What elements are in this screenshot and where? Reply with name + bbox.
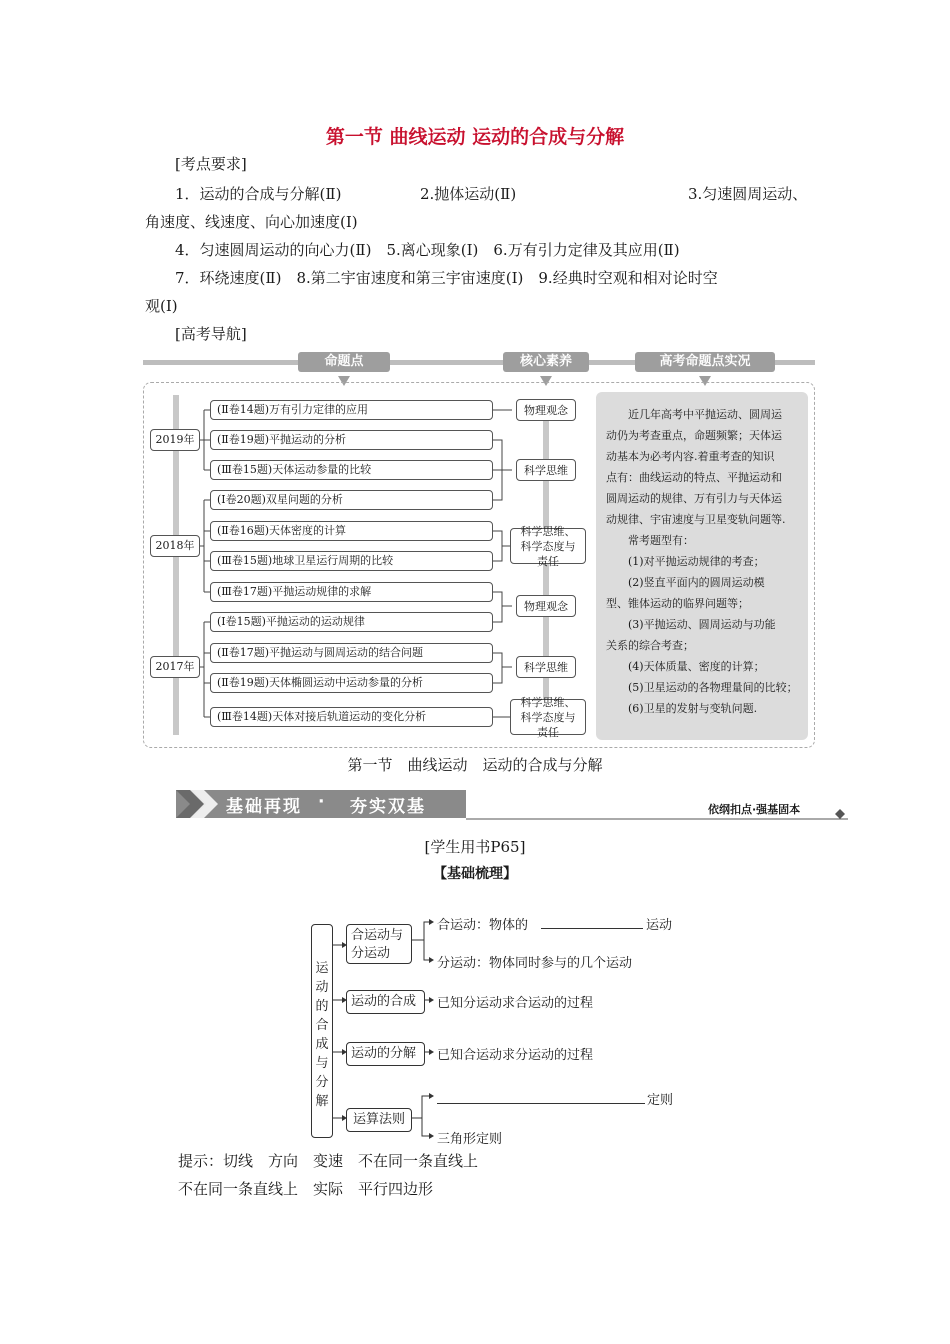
kaodian-line1b: 2.抛体运动(Ⅱ) [420,185,517,203]
kaodian-heading: [考点要求] [175,155,247,173]
leaf-fen: 分运动：物体同时参与的几个运动 [437,956,633,971]
panel-line: 常考题型有： [628,534,694,547]
kaodian-line3: 4．匀速圆周运动的向心力(Ⅱ) 5.离心现象(Ⅰ) 6.万有引力定律及其应用(Ⅱ) [175,241,680,259]
year-2017: 2017年 [150,656,200,678]
student-book-ref: [学生用书P65] [424,838,526,856]
item-row: (Ⅱ卷19题)天体椭圆运动中运动参量的分析 [210,673,493,693]
leaf-fenjie: 已知合运动求分运动的过程 [437,1048,594,1063]
kaodian-line4: 7．环绕速度(Ⅱ) 8.第二宇宙速度和第三宇宙速度(Ⅰ) 9.经典时空观和相对论时空 [175,269,718,287]
jichu-heading: 【基础梳理】 [433,866,517,882]
gaokao-heading: [高考导航] [175,325,247,343]
item-row: (Ⅱ卷14题)万有引力定律的应用 [210,400,493,420]
core-tag: 科学思维 [516,656,576,678]
mindmap-root: 运动的合成与分解 [311,924,333,1138]
col-header-mingtidian: 命题点 [298,352,390,372]
hint-line-2: 不在同一条直线上 实际 平行四边形 [178,1180,434,1198]
item-row: (Ⅰ卷15题)平抛运动的运动规律 [210,612,493,632]
mindmap-node: 运动的合成 [346,990,425,1014]
kaodian-line5: 观(Ⅰ) [145,297,178,315]
panel-line: 圆周运动的规律、万有引力与天体运 [606,492,782,505]
core-tag: 物理观念 [516,595,576,617]
leaf-dingze: 定则 [647,1093,674,1108]
hint-line-1: 提示：切线 方向 变速 不在同一条直线上 [178,1152,479,1170]
panel-line: 动仍为考查重点，命题频繁；天体运 [606,429,782,442]
kaodian-line1c: 3.匀速圆周运动、 [688,185,808,203]
core-tag: 科学思维、科学态度与责任 [510,528,586,564]
item-row: (Ⅱ卷16题)天体密度的计算 [210,521,493,541]
mindmap-node: 运算法则 [346,1108,412,1132]
item-row: (Ⅱ卷19题)平抛运动的分析 [210,430,493,450]
leaf-sanjiao: 三角形定则 [437,1132,503,1147]
panel-line: (4)天体质量、密度的计算； [628,660,765,673]
mindmap-lines [0,900,950,1150]
panel-line: (2)竖直平面内的圆周运动模 [628,576,765,589]
item-row: (Ⅲ卷15题)天体运动参量的比较 [210,460,493,480]
core-tag: 科学思维 [516,459,576,481]
panel-line: (1)对平抛运动规律的考查； [628,555,765,568]
panel-line: 点有：曲线运动的特点、平抛运动和 [606,471,782,484]
core-tag: 科学思维、科学态度与责任 [510,699,586,735]
mindmap-node: 运动的分解 [346,1042,425,1066]
panel-line: (3)平抛运动、圆周运动与功能 [628,618,776,631]
leaf-hecheng: 已知分运动求合运动的过程 [437,996,594,1011]
col-header-shikuang: 高考命题点实况 [635,352,775,372]
diamond-icon [835,809,845,819]
shikuang-panel [596,392,808,740]
panel-line: 型、锥体运动的临界问题等； [606,597,749,610]
kaodian-line1a: 1．运动的合成与分解(Ⅱ) [175,185,342,203]
core-tag: 物理观念 [516,399,576,421]
leaf-he-b: 运动 [646,918,673,933]
col-header-hexin: 核心素养 [503,352,589,372]
year-2019: 2019年 [150,429,200,451]
item-row: (Ⅲ卷15题)地球卫星运行周期的比较 [210,551,493,571]
item-row: (Ⅲ卷14题)天体对接后轨道运动的变化分析 [210,707,493,727]
panel-line: 关系的综合考查； [606,639,694,652]
item-row: (Ⅲ卷17题)平抛运动规律的求解 [210,582,493,602]
kaodian-line2: 角速度、线速度、向心加速度(Ⅰ) [145,213,358,231]
blank-line [541,928,643,929]
banner-right: 依纲扣点·强基固本 [708,803,801,816]
item-row: (Ⅰ卷20题)双星问题的分析 [210,490,493,510]
banner-left-b: 夯实双基 [350,797,426,817]
mindmap-node: 合运动与分运动 [346,924,412,964]
leaf-he-a: 合运动：物体的 [437,918,529,933]
banner-left-a: 基础再现 [226,797,302,817]
blank-line [437,1103,645,1104]
section-title: 第一节 曲线运动 运动的合成与分解 [347,756,603,774]
item-row: (Ⅱ卷17题)平抛运动与圆周运动的结合问题 [210,643,493,663]
panel-line: (5)卫星运动的各物理量间的比较； [628,681,798,694]
panel-line: 动规律、宇宙速度与卫星变轨问题等. [606,513,786,526]
banner-dot: · [318,792,325,812]
panel-line: 近几年高考中平抛运动、圆周运 [628,408,782,421]
page-title: 第一节 曲线运动 运动的合成与分解 [325,126,625,148]
year-2018: 2018年 [150,535,200,557]
panel-line: 动基本为必考内容.着重考查的知识 [606,450,775,463]
panel-line: (6)卫星的发射与变轨问题. [628,702,758,715]
